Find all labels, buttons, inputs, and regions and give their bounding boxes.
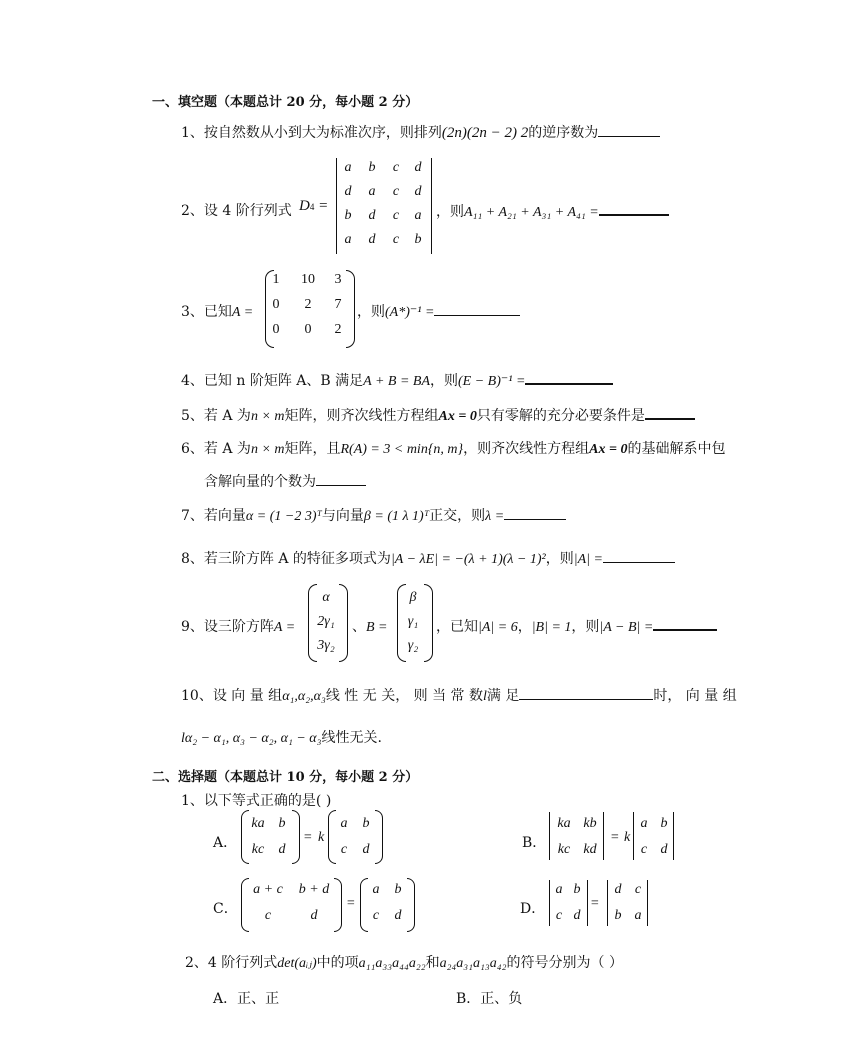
det-entry: c (392, 208, 400, 223)
option-matrix-entry: a (555, 882, 563, 897)
answer-blank[interactable] (653, 617, 717, 631)
permutation: (2n)(2n − 2) 2 (441, 125, 529, 141)
matrix-B-column: β γ₁ γ₂ (407, 590, 419, 653)
det-entry: d (368, 232, 376, 247)
matrix-entry: 0 (272, 297, 280, 312)
question-number: 2、 (181, 203, 204, 219)
matrix-entry: 2 (334, 322, 342, 337)
choice-question-1: 1、以下等式正确的是( ) (181, 793, 332, 809)
question-text: 按自然数从小到大为标准次序，则排列 (203, 125, 442, 141)
det-entry: a (368, 184, 376, 199)
option-matrix-entry: d (278, 842, 286, 857)
det-entry: a (344, 232, 352, 247)
det-entry: d (414, 160, 422, 175)
question-6: 6、若 A 为n × m矩阵，且R(A) = 3 < min{n, m}，则齐次线性方程组Ax = 0的基础解系中包 (181, 441, 726, 457)
question-number: 1、 (181, 125, 204, 141)
option-matrix-entry: kc (557, 842, 571, 857)
option-matrix-entry: d (394, 908, 402, 923)
matrix-name: A = (231, 305, 254, 320)
inverse-expression: (E − B)⁻¹ = (458, 374, 526, 389)
answer-blank[interactable] (599, 202, 669, 216)
option-matrix-entry: b (660, 816, 668, 831)
option-matrix-entry: c (634, 882, 642, 897)
question-3-tail: ，则(A*)⁻¹ = (357, 301, 520, 321)
option-B-left-det-left-bar (549, 812, 550, 860)
question-5: 5、若 A 为n × m矩阵，则齐次线性方程组Ax = 0只有零解的充分必要条件是 (181, 405, 695, 425)
matrix-entry: 2 (304, 297, 312, 312)
option-matrix-entry: a (372, 882, 380, 897)
question-text: 设 4 阶行列式 (203, 203, 292, 219)
option-matrix-entry: c (264, 908, 272, 923)
matrix-A-column: α 2γ₁ 3γ₂ (317, 590, 335, 653)
cofactor-sum: A₁₁ + A₂₁ + A₃₁ + A₄₁ = (464, 205, 599, 220)
equals-sign: = (346, 896, 356, 911)
option-matrix-entry: d (362, 842, 370, 857)
choice-option-A[interactable]: A．正、正 (213, 991, 280, 1007)
question-6-line2: 含解向量的个数为 (204, 471, 366, 491)
option-matrix-entry: ka (557, 816, 571, 831)
matrix-entry: 7 (334, 297, 342, 312)
question-10-line2: lα₂ − α₁, α₃ − α₂, α₁ − α₃线性无关. (181, 730, 382, 746)
question-10: 10、设 向 量 组α₁,α₂,α₃线 性 无 关， 则 当 常 数l满 足 时， 向 量 组 (181, 688, 737, 704)
det-entry: d (344, 184, 352, 199)
option-matrix-entry: c (340, 842, 348, 857)
equals-sign: = (590, 896, 600, 911)
term-1: a₁₁a₃₃a₄₄a₂₂ (358, 956, 426, 971)
option-matrix-entry: d (660, 842, 668, 857)
option-matrix-entry: b (362, 816, 370, 831)
det-right-bar (431, 158, 432, 254)
option-matrix-entry: b (394, 882, 402, 897)
characteristic-polynomial: |A − λE| = −(λ + 1)(λ − 1)² (390, 552, 546, 567)
matrix-entry: 0 (272, 322, 280, 337)
section-heading-choice: 二、选择题（本题总计 10 分，每小题 2 分） (152, 770, 419, 785)
equals-sign: = (610, 830, 620, 845)
option-matrix-entry: b (278, 816, 286, 831)
vector-beta: β = (1 λ 1)ᵀ (363, 509, 430, 524)
choice-option-B[interactable]: B． (522, 835, 547, 851)
det-entry: a (344, 160, 352, 175)
option-matrix-entry: kc (251, 842, 265, 857)
question-9-tail: ，已知|A| = 6，|B| = 1，则|A − B| = (436, 616, 717, 636)
option-matrix-entry: kd (583, 842, 597, 857)
answer-blank[interactable] (603, 550, 675, 563)
rank-condition: R(A) = 3 < min{n, m} (340, 442, 464, 457)
choice-question-2: 2、4 阶行列式det(aᵢⱼ)中的项a₁₁a₃₃a₄₄a₂₂和a₂₄a₃₁a₁₃a₄₂的符号分别为（ ） (185, 955, 623, 971)
determinant-notation: det(aᵢⱼ) (277, 956, 317, 971)
option-matrix-entry: a (340, 816, 348, 831)
matrix-entry: 3 (334, 272, 342, 287)
scalar-k: k (624, 830, 631, 845)
det-entry: b (368, 160, 376, 175)
choice-option-D[interactable]: D． (520, 901, 546, 917)
option-matrix-entry: a (634, 908, 642, 923)
choice-option-C[interactable]: C． (213, 901, 238, 917)
question-1 (181, 122, 660, 142)
choice-option-B[interactable]: B．正、负 (456, 991, 523, 1007)
question-2 (181, 200, 292, 220)
option-matrix-entry: b (573, 882, 581, 897)
option-matrix-entry: c (555, 908, 563, 923)
matrix-entry: 0 (304, 322, 312, 337)
answer-blank[interactable] (598, 124, 660, 137)
matrix-entry: 10 (301, 272, 315, 287)
option-matrix-entry: b + d (298, 882, 330, 897)
answer-blank[interactable] (525, 371, 613, 385)
det-entry: d (414, 184, 422, 199)
question-9-mid: 、B = (352, 619, 388, 635)
question-8: 8、若三阶方阵 A 的特征多项式为|A − λE| = −(λ + 1)(λ − 1)²，则|A| = (181, 548, 675, 568)
equals-sign: = (303, 830, 313, 845)
option-matrix-entry: kb (583, 816, 597, 831)
option-matrix-entry: d (310, 908, 318, 923)
option-matrix-entry: ka (251, 816, 265, 831)
option-matrix-entry: a + c (253, 882, 283, 897)
section-heading-fill-blank: 一、填空题（本题总计 20 分，每小题 2 分） (152, 95, 419, 110)
det-entry: c (392, 160, 400, 175)
vector-group: α₁,α₂,α₃ (282, 689, 326, 704)
answer-blank[interactable] (434, 303, 520, 316)
option-matrix-entry: a (640, 816, 648, 831)
matrix-entry: 1 (272, 272, 280, 287)
det-name: D4 = (299, 198, 329, 214)
answer-blank[interactable] (316, 473, 366, 486)
det-entry: d (368, 208, 376, 223)
option-matrix-entry: c (640, 842, 648, 857)
question-2-tail: ，则A₁₁ + A₂₁ + A₃₁ + A₄₁ = (436, 201, 669, 221)
inverse-adjugate: (A*)⁻¹ = (385, 305, 435, 320)
det-entry: b (414, 232, 422, 247)
option-matrix-entry: d (614, 882, 622, 897)
answer-blank[interactable] (645, 406, 695, 420)
option-matrix-entry: d (573, 908, 581, 923)
question-3: 3、已知A = (181, 304, 254, 320)
question-9: 9、设三阶方阵A = (181, 619, 296, 635)
question-tail: 的逆序数为 (528, 125, 599, 141)
answer-blank[interactable] (519, 687, 653, 700)
option-D-left-det-right-bar (587, 880, 588, 926)
matrix-condition: A + B = BA (363, 374, 430, 389)
term-2: a₂₄a₃₁a₁₃a₄₂ (439, 956, 507, 971)
question-4: 4、已知 n 阶矩阵 A、B 满足A + B = BA，则(E − B)⁻¹ = (181, 370, 613, 390)
option-matrix-entry: b (614, 908, 622, 923)
option-B-left-det-right-bar (603, 812, 604, 860)
det-entry: c (392, 184, 400, 199)
question-7: 7、若向量α = (1 −2 3)ᵀ与向量β = (1 λ 1)ᵀ正交，则λ = (181, 505, 566, 525)
vector-alpha: α = (1 −2 3)ᵀ (245, 509, 322, 524)
choice-option-A[interactable]: A． (213, 835, 238, 851)
det-entry: a (414, 208, 422, 223)
answer-blank[interactable] (504, 507, 566, 520)
scalar-k: k (318, 830, 325, 845)
det-entry: b (344, 208, 352, 223)
option-matrix-entry: c (372, 908, 380, 923)
vector-combination: lα₂ − α₁, α₃ − α₂, α₁ − α₃ (181, 731, 322, 746)
homogeneous-equation: Ax = 0 (438, 409, 477, 424)
det-entry: c (392, 232, 400, 247)
